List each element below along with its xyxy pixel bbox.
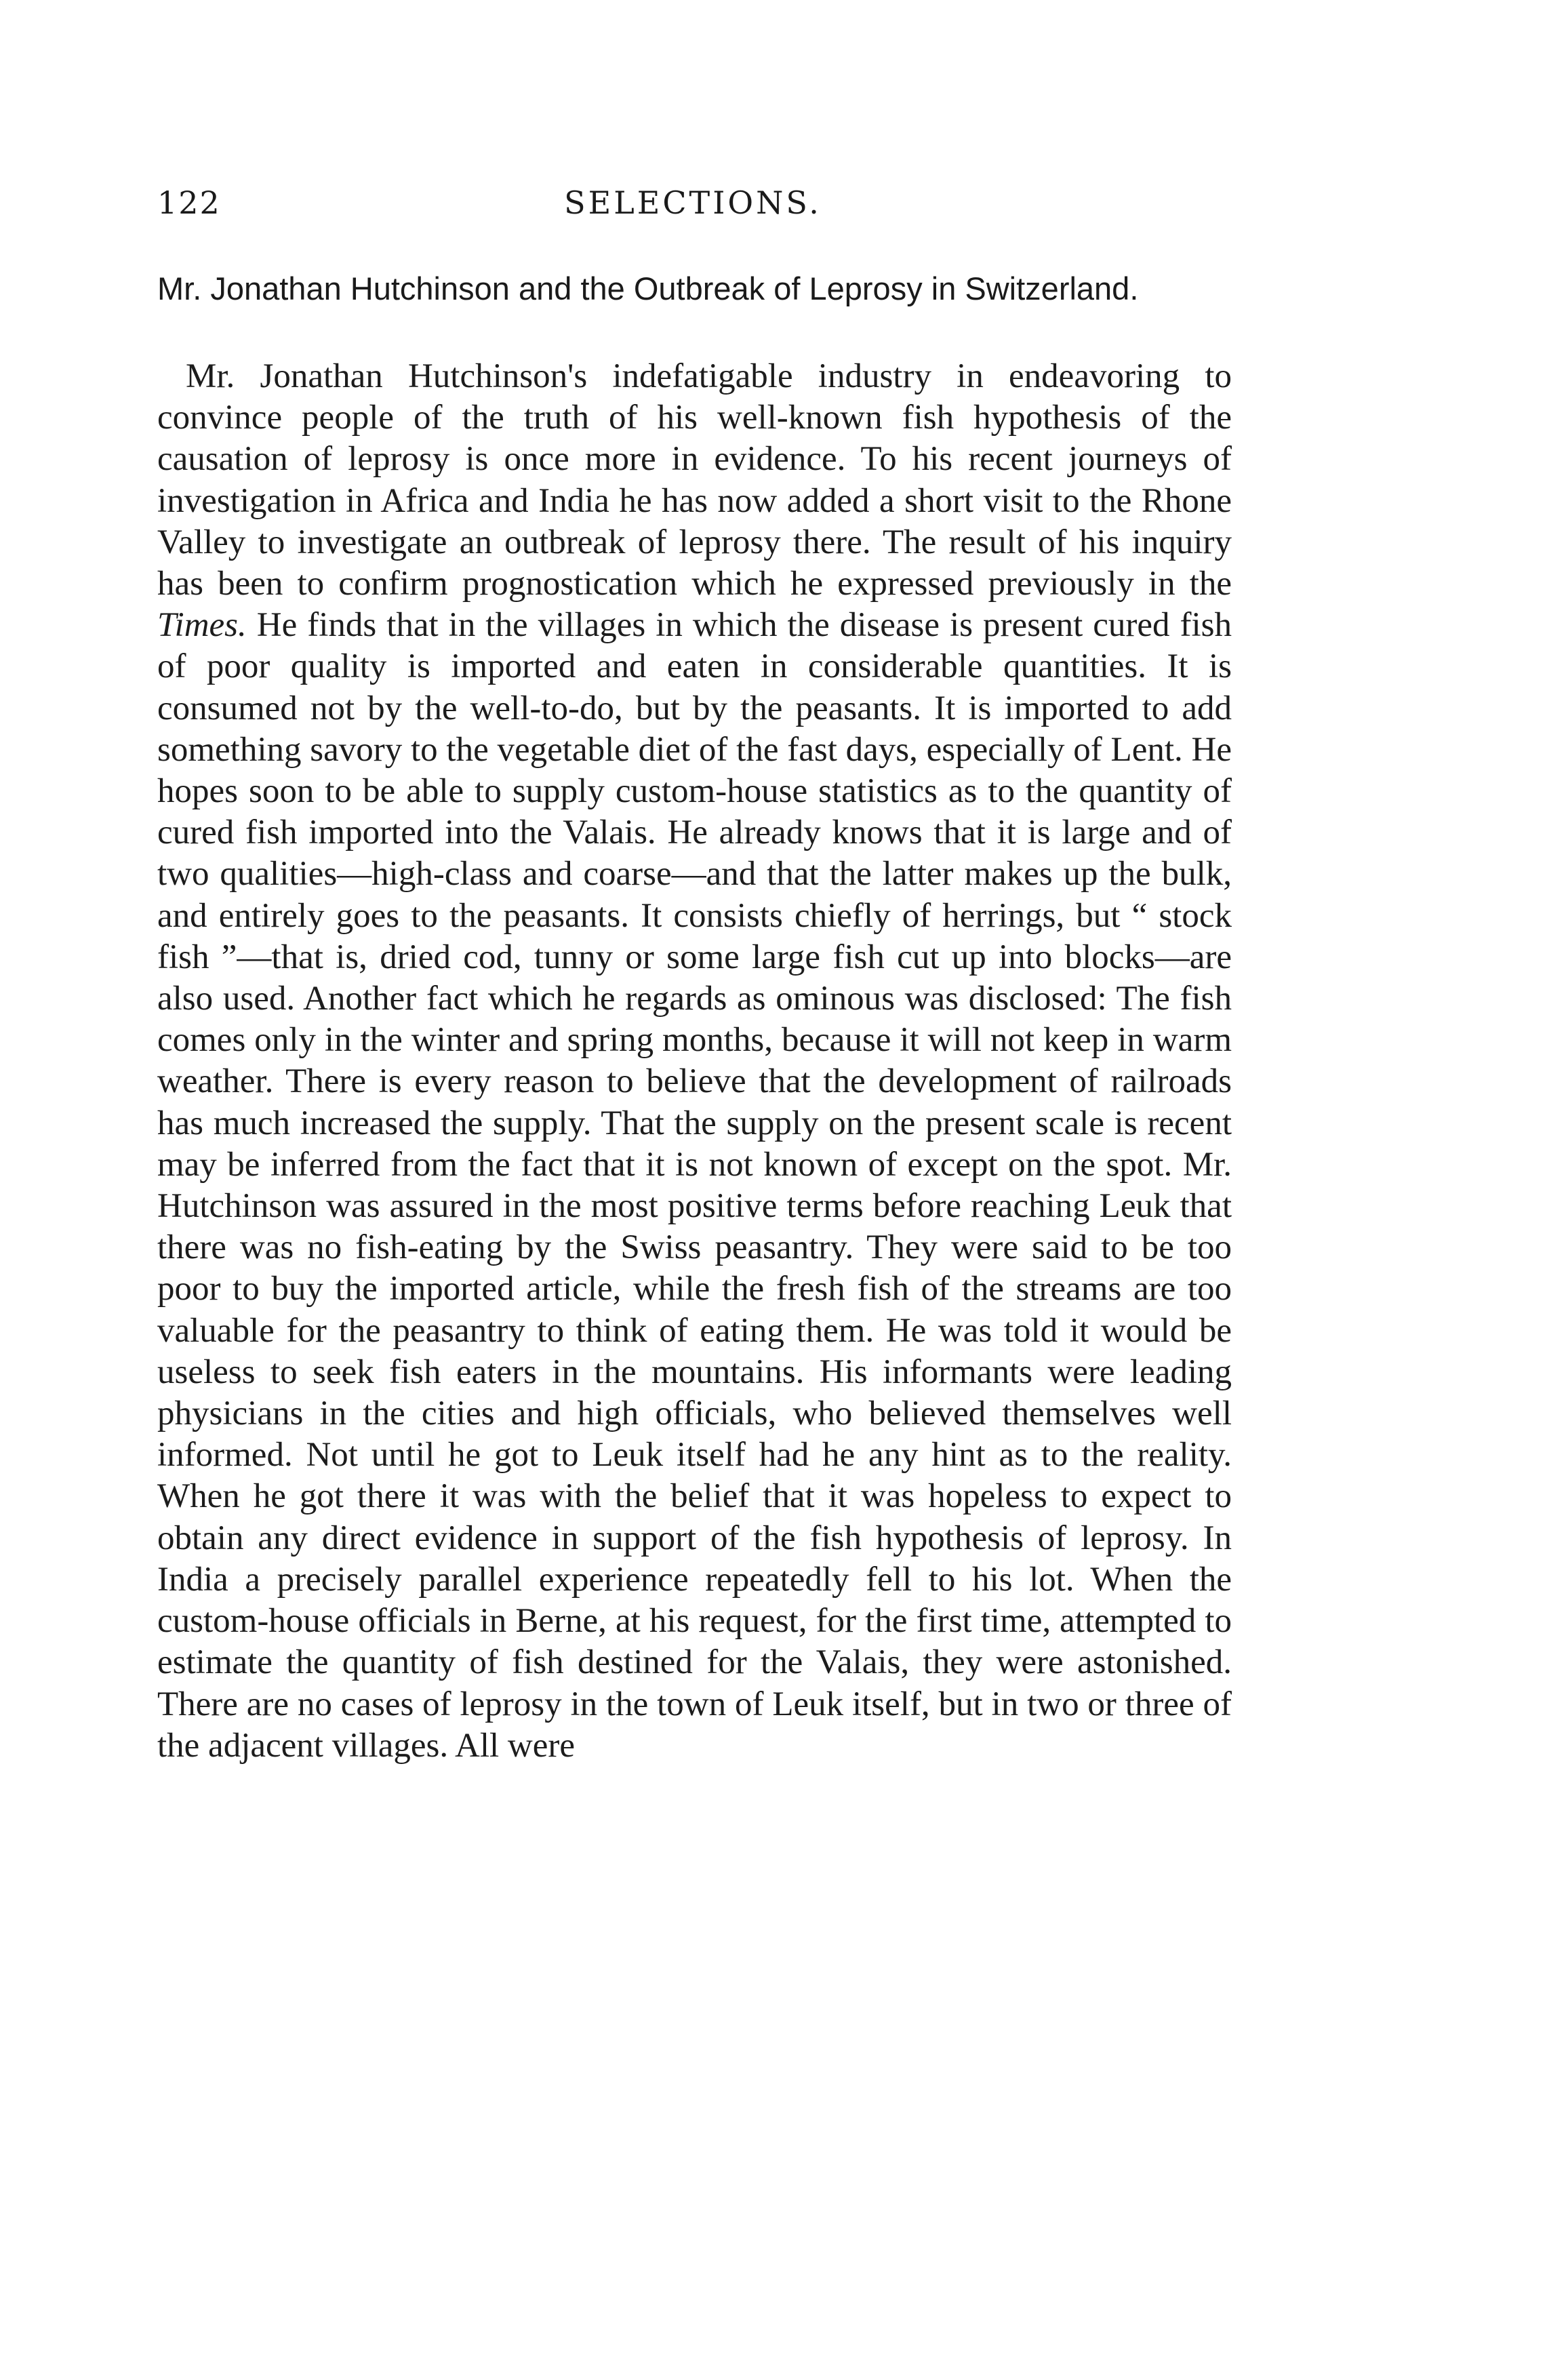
page-number: 122 xyxy=(157,184,221,221)
newspaper-name: Times. xyxy=(157,606,247,645)
article-title: Mr. Jonathan Hutchinson and the Outbreak of Leprosy in Switzerland. xyxy=(157,270,1139,306)
article-body xyxy=(157,356,1232,1767)
section-title: SELECTIONS. xyxy=(564,184,822,221)
body-paragraph xyxy=(157,356,1232,1767)
body-text-part-1: Mr. Jonathan Hutchinson's indefatigable industry in endeavoring to convince people of the truth of his well-known fish hypothesis of the causation of leprosy is once more in evidence. To his recent journeys of investigation in Africa and India he has now added a short visit to the Rhone Valley to investigate an outbreak of leprosy there. The result of his inquiry has been to confirm prognostication which he expressed previously in the xyxy=(157,357,1232,603)
running-head xyxy=(157,184,1228,232)
body-text-part-2: He finds that in the villages in which the disease is present cured fish of poor quality is imported and eaten in considerable quantities. It is consumed not by the well-to-do, but by the peasants. It is imported to add something savory to the vegetable diet of the fast days, especially of Lent. He hopes soon to be able to supply custom-house statistics as to the quantity of cured fish imported into the Valais. He already knows that it is large and of two qualities—high-class and coarse—and that the latter makes up the bulk, and entirely goes to the peasants. It consists chiefly of herrings, but “ stock fish ”—that is, dried cod, tunny or some large fish cut up into blocks—are also used. Another fact which he regards as ominous was disclosed: The fish comes only in the winter and spring months, because it will not keep in warm weather. There is every reason to believe that the development of railroads has much increased the supply. That the supply on the present scale is recent may be inferred from the fact that it is not known of except on the spot. Mr. Hutchinson was assured in the most positive terms before reaching Leuk that there was no fish-eating by the Swiss peasantry. They were said to be too poor to buy the imported article, while the fresh fish of the streams are too valuable for the peasantry to think of eating them. He was told it would be useless to seek fish eaters in the mountains. His informants were leading physicians in the cities and high officials, who believed themselves well informed. Not until he got to Leuk itself had he any hint as to the reality. When he got there it was with the belief that it was hopeless to expect to obtain any direct evidence in support of the fish hypothesis of leprosy. In India a precisely parallel experience repeatedly fell to his lot. When the custom-house officials in Berne, at his request, for the first time, attempted to estimate the quantity of fish destined for the Valais, they were astonished. There are no cases of leprosy in the town of Leuk itself, but in two or three of the adjacent villages. All were xyxy=(157,606,1232,1765)
